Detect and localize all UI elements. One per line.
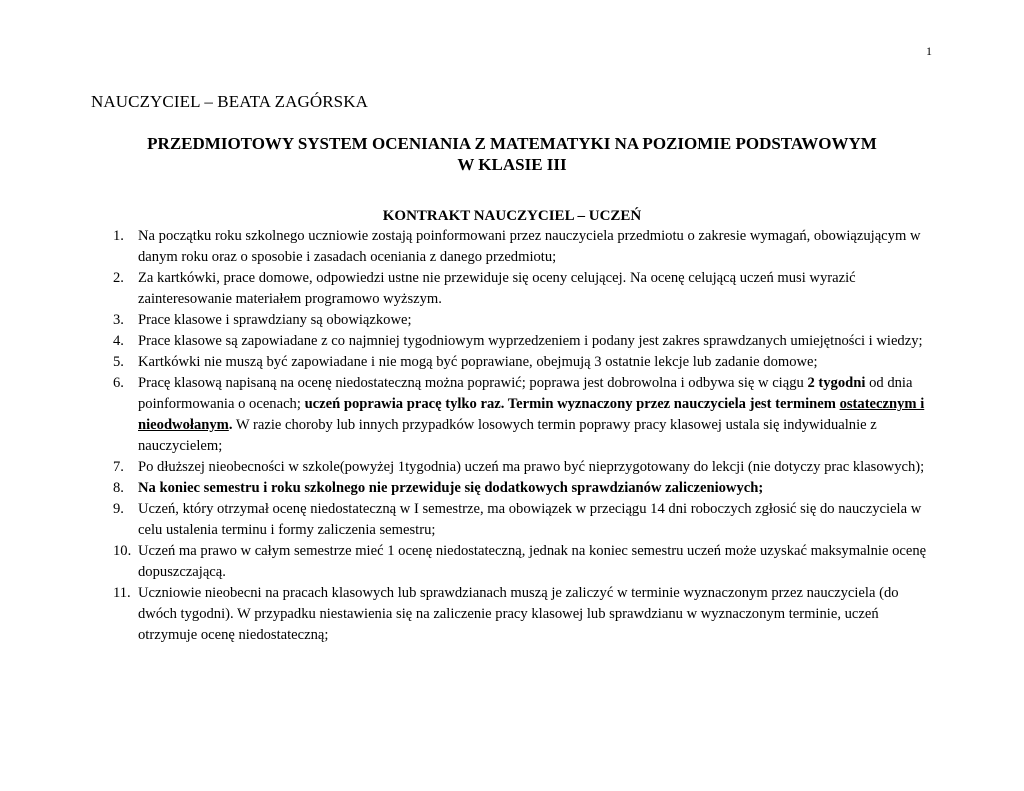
rules-list <box>113 226 935 646</box>
list-item <box>113 226 935 268</box>
item-text: Za kartkówki, prace domowe, odpowiedzi ustne nie przewiduje się oceny celującej. Na ocenę celującą uczeń musi wyrazić zainteresowanie materiałem programowo wyższym. <box>138 270 856 307</box>
title-line-2: W KLASIE III <box>457 155 567 174</box>
list-item <box>113 331 935 352</box>
item-text-bold: . <box>228 417 233 433</box>
item-number: 5. <box>113 354 124 370</box>
title-line-1: PRZEDMIOTOWY SYSTEM OCENIANIA Z MATEMATYKI NA POZIOMIE PODSTAWOWYM <box>147 134 877 153</box>
item-number: 1. <box>113 228 124 244</box>
item-text: Prace klasowe i sprawdziany są obowiązkowe; <box>138 312 412 328</box>
item-text: Prace klasowe są zapowiadane z co najmniej tygodniowym wyprzedzeniem i podany jest zakres sprawdzanych umiejętności i wiedzy; <box>138 333 923 349</box>
list-item <box>113 499 935 541</box>
item-number: 2. <box>113 270 124 286</box>
item-number: 4. <box>113 333 124 349</box>
item-text: Uczeń, który otrzymał ocenę niedostateczną w I semestrze, ma obowiązek w przeciągu 14 dni roboczych zgłosić się do nauczyciela w celu ustalenia terminu i formy zaliczenia semestru; <box>138 501 922 538</box>
list-item <box>113 268 935 310</box>
item-number: 11. <box>113 585 131 601</box>
item-number: 6. <box>113 375 124 391</box>
item-text: Kartkówki nie muszą być zapowiadane i nie mogą być poprawiane, obejmują 3 ostatnie lekcje lub zadanie domowe; <box>138 354 818 370</box>
teacher-name-line: NAUCZYCIEL – BEATA ZAGÓRSKA <box>91 92 368 111</box>
list-item <box>113 478 935 499</box>
list-item <box>113 310 935 331</box>
item-text-bold-underlined: nieodwołanym <box>138 417 229 433</box>
item-number: 3. <box>113 312 124 328</box>
item-text: Na początku roku szkolnego uczniowie zostają poinformowani przez nauczyciela przedmiotu o zakresie wymagań, obowiązującym w danym roku oraz o sposobie i zasadach oceniania z danego przedmiotu; <box>138 228 921 265</box>
item-number: 10. <box>113 543 132 559</box>
item-number: 8. <box>113 480 124 496</box>
list-item <box>113 352 935 373</box>
item-text-bold: uczeń poprawia pracę tylko raz. Termin wyznaczony przez nauczyciela jest terminem <box>304 396 840 412</box>
item-text: Po dłuższej nieobecności w szkole(powyżej 1tygodnia) uczeń ma prawo być nieprzygotowany do lekcji (nie dotyczy prac klasowych); <box>138 459 925 475</box>
item-text-bold: 2 tygodni <box>807 375 866 391</box>
contract-heading: KONTRAKT NAUCZYCIEL – UCZEŃ <box>382 208 642 224</box>
list-item <box>113 373 935 457</box>
document-title <box>0 133 1024 175</box>
item-number: 9. <box>113 501 124 517</box>
item-text-part: W razie choroby lub innych przypadków losowych termin poprawy pracy klasowej ustala się indywidualnie z nauczycielem; <box>138 417 877 454</box>
item-text-bold-underlined: ostatecznym i <box>839 396 925 412</box>
item-text-bold: Na koniec semestru i roku szkolnego nie przewiduje się dodatkowych sprawdzianów zaliczeniowych; <box>138 480 764 496</box>
list-item <box>113 457 935 478</box>
list-item <box>113 583 935 646</box>
page-number: 1 <box>926 44 932 58</box>
item-text: Uczeń ma prawo w całym semestrze mieć 1 ocenę niedostateczną, jednak na koniec semestru uczeń może uzyskać maksymalnie ocenę dopuszczającą. <box>138 543 927 580</box>
list-item <box>113 541 935 583</box>
item-number: 7. <box>113 459 124 475</box>
item-text-part: od dnia poinformowania o ocenach; <box>138 375 913 412</box>
item-text: Uczniowie nieobecni na pracach klasowych lub sprawdzianach muszą je zaliczyć w terminie wyznaczonym przez nauczyciela (do dwóch tygodni). W przypadku niestawienia się na zaliczenie pracy klasowej lub sprawdzianu w wyznaczonym terminie, uczeń otrzymuje ocenę niedostateczną; <box>138 585 899 643</box>
item-text-part: Pracę klasową napisaną na ocenę niedostateczną można poprawić; poprawa jest dobrowolna i odbywa się w ciągu <box>138 375 808 391</box>
